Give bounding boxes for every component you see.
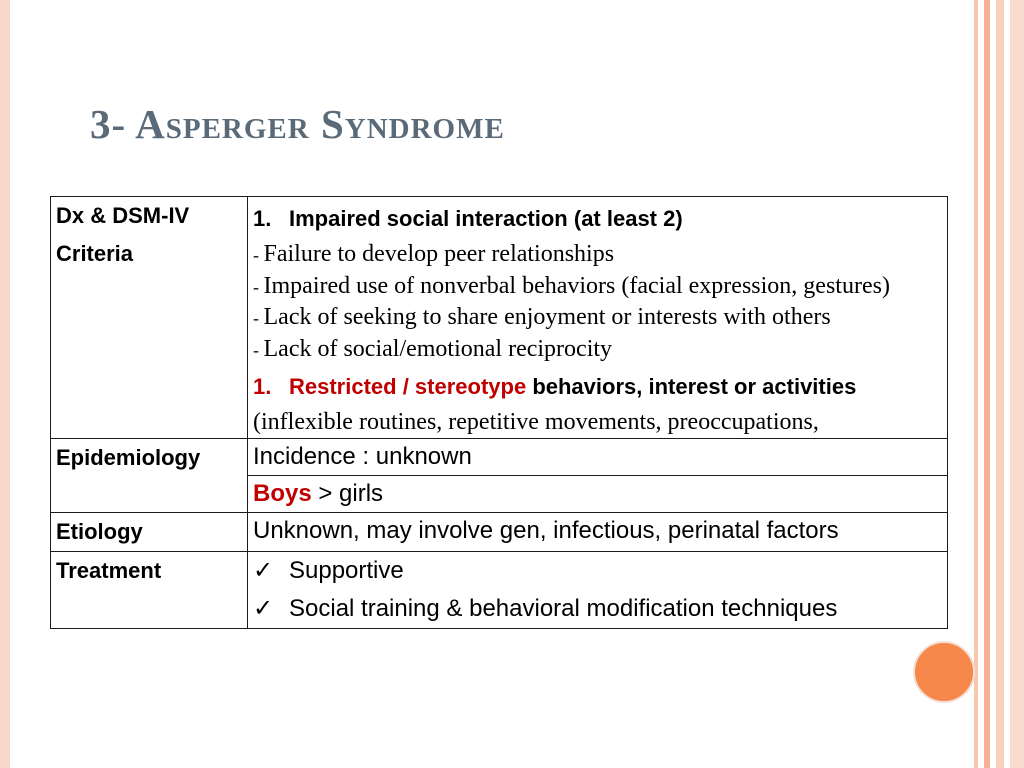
epidemiology-gender-cell [248, 475, 948, 512]
list-item: - Lack of seeking to share enjoyment or interests with others [253, 304, 831, 330]
criteria-item2-number: 1. [253, 374, 272, 399]
criteria-header-line2: Criteria [56, 241, 134, 266]
right-stripe-decoration [974, 0, 1024, 768]
criteria-item1-title: Impaired social interaction (at least 2) [289, 206, 683, 231]
criteria-content-cell [248, 197, 948, 439]
gender-rest: > girls [311, 479, 384, 507]
checkmark-icon: ✓ [253, 594, 274, 622]
treatment-content-cell [248, 551, 948, 628]
treatment-item-1: Supportive [289, 556, 404, 584]
list-item: - Lack of social/emotional reciprocity [253, 335, 613, 362]
table-row-etiology [51, 512, 948, 551]
criteria-header-cell [51, 197, 248, 439]
criteria-item2-heading [253, 367, 942, 407]
list-item [253, 590, 942, 628]
criteria-header-line1: Dx & DSM-IV [56, 203, 190, 228]
criteria-item1-number: 1. [253, 206, 272, 231]
etiology-header-cell: Etiology [51, 512, 248, 551]
criteria-table [50, 196, 948, 629]
criteria-item1-bullets [253, 239, 942, 365]
list-item: - Impaired use of nonverbal behaviors (facial expression, gestures) [253, 272, 890, 299]
epidemiology-header-cell: Epidemiology [51, 438, 248, 512]
epidemiology-incidence-cell: Incidence : unknown [248, 438, 948, 475]
criteria-item2-title-highlight: Restricted / stereotype [289, 374, 527, 399]
list-item: - Failure to develop peer relationships [253, 241, 615, 267]
table-row-epidemiology [51, 438, 948, 475]
table-row-criteria [51, 197, 948, 439]
treatment-header-cell: Treatment [51, 551, 248, 628]
criteria-item2-title-rest: behaviors, interest or activities [526, 374, 857, 399]
etiology-content-cell: Unknown, may involve gen, infectious, perinatal factors [248, 512, 948, 551]
boys-label: Boys [253, 479, 312, 507]
criteria-item1-heading [253, 199, 942, 239]
checkmark-icon: ✓ [253, 556, 274, 584]
treatment-item-2: Social training & behavioral modification techniques [289, 594, 838, 622]
criteria-item2-detail: (inflexible routines, repetitive movements, preoccupations, [253, 409, 819, 435]
slide-title: 3- Asperger Syndrome [90, 101, 505, 147]
table-row-treatment [51, 551, 948, 628]
list-item [253, 552, 942, 590]
decorative-circle [913, 641, 975, 703]
left-border-decoration [0, 0, 10, 768]
